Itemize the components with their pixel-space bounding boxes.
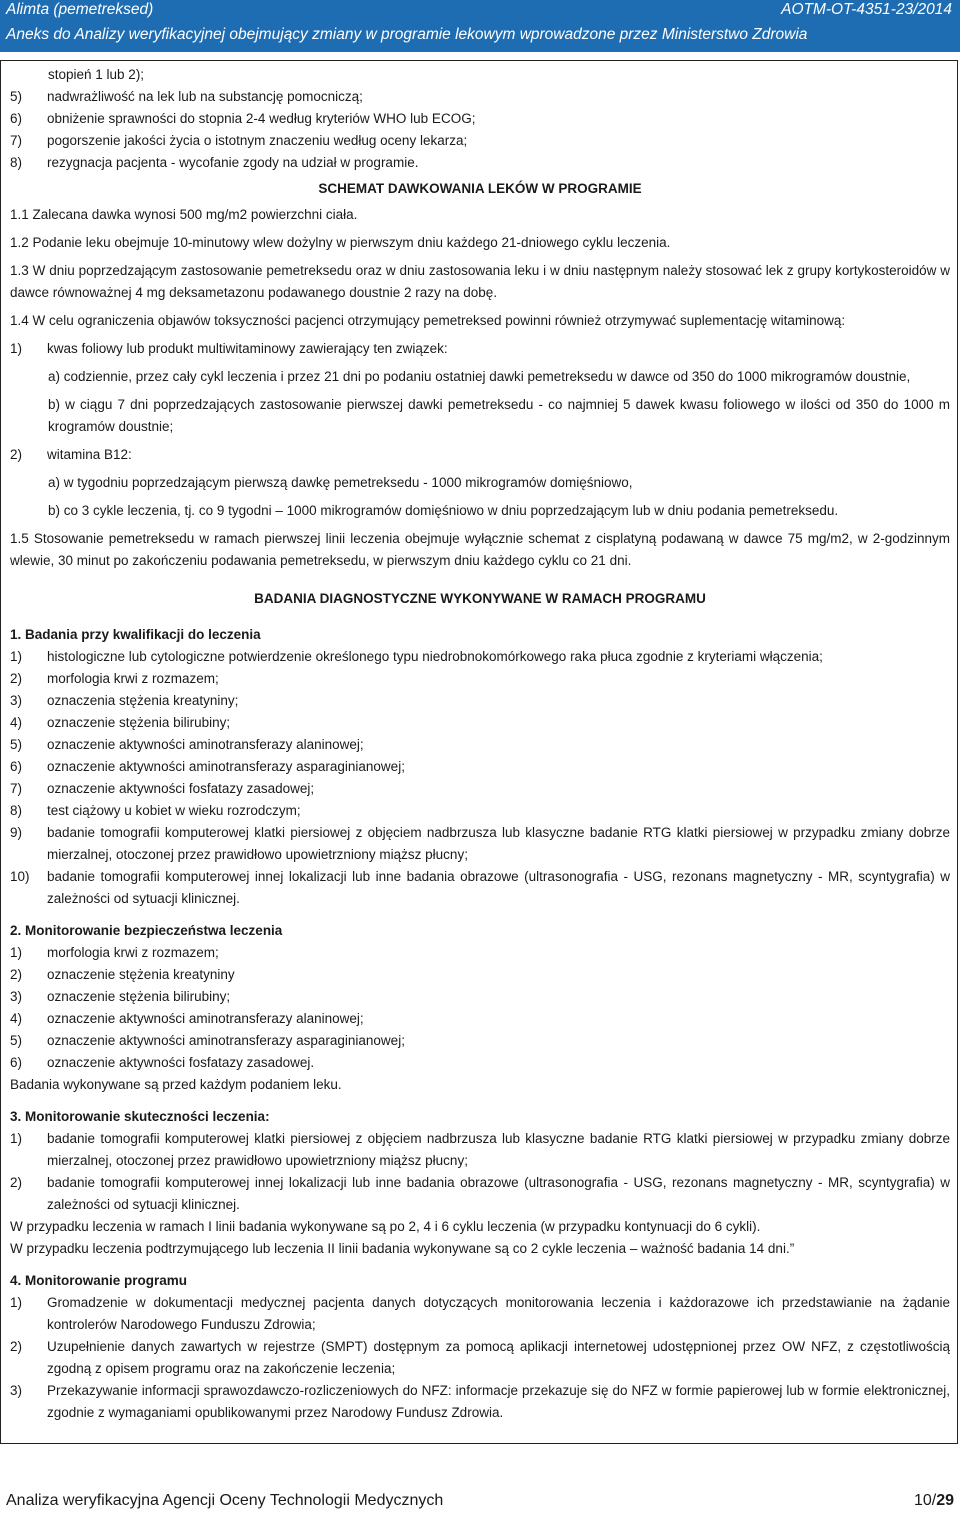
item-number: 8) (10, 155, 23, 170)
diagnostics-heading: BADANIA DIAGNOSTYCZNE WYKONYWANE W RAMACH PROGRAMU (254, 591, 706, 606)
list-item (10, 822, 950, 866)
item-number: 9) (10, 825, 23, 840)
item-text: oznaczenie aktywności aminotransferazy alaninowej; (47, 1011, 364, 1026)
list-item (10, 152, 950, 174)
item-text: morfologia krwi z rozmazem; (47, 945, 219, 960)
item-text: badanie tomografii komputerowej innej lokalizacji lub inne badania obrazowe (ultrasonografia - USG, rezonans magnetyczny - MR, scyntygrafia) w zależności od sytuacji klinicznej. (47, 1175, 950, 1212)
list-item (10, 108, 950, 130)
item-number: 7) (10, 781, 23, 796)
page-separator: / (931, 1492, 937, 1509)
list-item (10, 756, 950, 778)
item-text: oznaczenie stężenia bilirubiny; (47, 715, 231, 730)
item-text: nadwrażliwość na lek lub na substancję pomocniczą; (47, 89, 363, 104)
item-text: Uzupełnienie danych zawartych w rejestrze (SMPT) dostępnym za pomocą aplikacji internetowej udostępnionej przez OW NFZ, z częstotliwością zgodną z opisem programu oraz na zakończenie leczenia; (47, 1339, 950, 1376)
item-text: oznaczenie aktywności fosfatazy zasadowej. (47, 1055, 315, 1070)
list-item (10, 778, 950, 800)
list-item (10, 712, 950, 734)
item-text: morfologia krwi z rozmazem; (47, 671, 219, 686)
item-number: 2) (10, 1339, 23, 1354)
section-title-qualification: 1. Badania przy kwalifikacji do leczenia (10, 627, 261, 642)
item-text: obniżenie sprawności do stopnia 2-4 według kryteriów WHO lub ECOG; (47, 111, 476, 126)
dosing-paragraph-1-2: 1.2 Podanie leku obejmuje 10-minutowy wlew dożylny w pierwszym dniu każdego 21-dniowego cyklu leczenia. (10, 235, 671, 250)
item-number: 3) (10, 693, 23, 708)
item-text: badanie tomografii komputerowej klatki piersiowej z objęciem nadbrzusza lub klasyczne badanie RTG klatki piersiowej w przypadku zmiany dobrze mierzalnej, otoczonej przez prawidłowo upowietrzniony miąższ płucny; (47, 1131, 950, 1168)
item-text: oznaczenie aktywności aminotransferazy asparaginianowej; (47, 1033, 405, 1048)
item-number: 5) (10, 1033, 23, 1048)
list-item (10, 1336, 950, 1380)
item-text: Przekazywanie informacji sprawozdawczo-rozliczeniowych do NFZ: informacje przekazuje się do NFZ w formie papierowej lub w formie elektronicznej, zgodnie z wymaganiami opublikowanymi przez Narodowy Fundusz Zdrowia. (47, 1383, 950, 1420)
list-item (10, 668, 950, 690)
efficacy-note-2: W przypadku leczenia podtrzymującego lub leczenia II linii badania wykonywane są co 2 cykle leczenia – ważność badania 14 dni.” (10, 1241, 795, 1256)
section-title-safety: 2. Monitorowanie bezpieczeństwa leczenia (10, 923, 283, 938)
safety-note: Badania wykonywane są przed każdym podaniem leku. (10, 1077, 342, 1092)
item-text: oznaczenie aktywności aminotransferazy alaninowej; (47, 737, 364, 752)
item-number: 1) (10, 341, 23, 356)
header-subtitle: Aneks do Analizy weryfikacyjnej obejmujący zmiany w programie lekowym wprowadzone przez Ministerstwo Zdrowia (6, 26, 808, 43)
item-text: histologiczne lub cytologiczne potwierdzenie określonego typu niedrobnokomórkowego raka płuca zgodnie z kryteriami włączenia; (47, 649, 823, 664)
item-number: 2) (10, 447, 23, 462)
item-number: 5) (10, 737, 23, 752)
header-title-right: AOTM-OT-4351-23/2014 (781, 1, 952, 18)
header-title-left: Alimta (pemetreksed) (6, 1, 154, 18)
list-item (10, 1172, 950, 1216)
document-body (10, 64, 950, 1424)
dosing-paragraph-1-3: 1.3 W dniu poprzedzającym zastosowanie pemetreksedu oraz w dniu zastosowania leku i w dniu następnym należy stosować lek z grupy kortykosteroidów w dawce równoważnej 4 mg deksametazonu podawanego doustnie 2 razy na dobę. (10, 263, 950, 300)
item-number: 2) (10, 1175, 23, 1190)
item-text: rezygnacja pacjenta - wycofanie zgody na udział w programie. (47, 155, 419, 170)
sub-item: b) co 3 cykle leczenia, tj. co 9 tygodni – 1000 mikrogramów domięśniowo w dniu poprzedzającym lub w dniu podania pemetreksedu. (48, 503, 839, 518)
item-number: 3) (10, 1383, 23, 1398)
list-item (10, 734, 950, 756)
list-item (10, 866, 950, 910)
item-number: 8) (10, 803, 23, 818)
item-text: badanie tomografii komputerowej klatki piersiowej z objęciem nadbrzusza lub klasyczne badanie RTG klatki piersiowej w przypadku zmiany dobrze mierzalnej, otoczonej przez prawidłowo upowietrzniony miąższ płucny; (47, 825, 950, 862)
page-number (914, 1491, 954, 1511)
list-item (10, 1292, 950, 1336)
footer-agency-text: Analiza weryfikacyjna Agencji Oceny Technologii Medycznych (6, 1492, 444, 1509)
item-number: 4) (10, 715, 23, 730)
list-item (10, 964, 950, 986)
item-number: 2) (10, 671, 23, 686)
item-text: oznaczenie stężenia kreatyniny (47, 967, 235, 982)
item-number: 7) (10, 133, 23, 148)
current-page: 10 (913, 1492, 932, 1509)
list-item (10, 130, 950, 152)
section-title-monitoring: 4. Monitorowanie programu (10, 1273, 188, 1288)
item-number: 6) (10, 111, 23, 126)
item-number: 6) (10, 759, 23, 774)
dosing-heading: SCHEMAT DAWKOWANIA LEKÓW W PROGRAMIE (318, 181, 642, 196)
list-continuation: stopień 1 lub 2); (48, 67, 145, 82)
item-number: 10) (10, 869, 30, 884)
sub-item: a) codziennie, przez cały cykl leczenia i przez 21 dni po podaniu ostatniej dawki pemetreksedu w dawce od 350 do 1000 mikrogramów doustnie, (48, 369, 911, 384)
list-item (10, 1030, 950, 1052)
list-item (10, 444, 950, 466)
list-item (10, 986, 950, 1008)
item-text: oznaczenie stężenia bilirubiny; (47, 989, 231, 1004)
list-item (10, 942, 950, 964)
item-number: 5) (10, 89, 23, 104)
item-text: pogorszenie jakości życia o istotnym znaczeniu według oceny lekarza; (47, 133, 468, 148)
item-text: witamina B12: (47, 447, 132, 462)
item-text: test ciążowy u kobiet w wieku rozrodczym; (47, 803, 301, 818)
list-item (10, 646, 950, 668)
item-text: kwas foliowy lub produkt multiwitaminowy zawierający ten związek: (47, 341, 448, 356)
sub-item: b) w ciągu 7 dni poprzedzających zastosowanie pierwszej dawki pemetreksedu - co najmniej 5 dawek kwasu foliowego w ilości od 350 do 1000 m krogramów doustnie; (48, 397, 950, 434)
list-item (10, 1008, 950, 1030)
item-text: oznaczenie aktywności fosfatazy zasadowej; (47, 781, 315, 796)
item-text: badanie tomografii komputerowej innej lokalizacji lub inne badania obrazowe (ultrasonografia - USG, rezonans magnetyczny - MR, scyntygrafia) w zależności od sytuacji klinicznej. (47, 869, 950, 906)
list-item (10, 1052, 950, 1074)
item-number: 3) (10, 989, 23, 1004)
item-number: 1) (10, 1131, 23, 1146)
dosing-paragraph-1-4: 1.4 W celu ograniczenia objawów toksyczności pacjenci otrzymujący pemetreksed powinni również otrzymywać suplementację witaminową: (10, 313, 846, 328)
item-text: Gromadzenie w dokumentacji medycznej pacjenta danych dotyczących monitorowania leczenia i każdorazowe ich przedstawianie na żądanie kontrolerów Narodowego Funduszu Zdrowia; (47, 1295, 950, 1332)
total-pages: 29 (936, 1492, 954, 1509)
dosing-paragraph-1-5: 1.5 Stosowanie pemetreksedu w ramach pierwszej linii leczenia obejmuje wyłącznie schemat z cisplatyną podawaną w dawce 75 mg/m2, w 2-godzinnym wlewie, 30 minut po zakończeniu podawania pemetreksedu, w pierwszym dniu każdego cyklu co 21 dni. (10, 531, 950, 568)
list-item (10, 338, 950, 360)
efficacy-note-1: W przypadku leczenia w ramach I linii badania wykonywane są po 2, 4 i 6 cyklu leczenia (w przypadku kontynuacji do 6 cykli). (10, 1219, 761, 1234)
list-item (10, 800, 950, 822)
list-item (10, 1128, 950, 1172)
dosing-paragraph-1-1: 1.1 Zalecana dawka wynosi 500 mg/m2 powierzchni ciała. (10, 207, 358, 222)
item-number: 2) (10, 967, 23, 982)
item-text: oznaczenia stężenia kreatyniny; (47, 693, 239, 708)
document-header-banner (0, 0, 960, 52)
item-number: 6) (10, 1055, 23, 1070)
item-text: oznaczenie aktywności aminotransferazy asparaginianowej; (47, 759, 405, 774)
sub-item: a) w tygodniu poprzedzającym pierwszą dawkę pemetreksedu - 1000 mikrogramów domięśniowo, (48, 475, 633, 490)
list-item (10, 1380, 950, 1424)
item-number: 1) (10, 945, 23, 960)
section-title-efficacy: 3. Monitorowanie skuteczności leczenia: (10, 1109, 270, 1124)
item-number: 4) (10, 1011, 23, 1026)
item-number: 1) (10, 1295, 23, 1310)
list-item (10, 86, 950, 108)
item-number: 1) (10, 649, 23, 664)
list-item (10, 690, 950, 712)
